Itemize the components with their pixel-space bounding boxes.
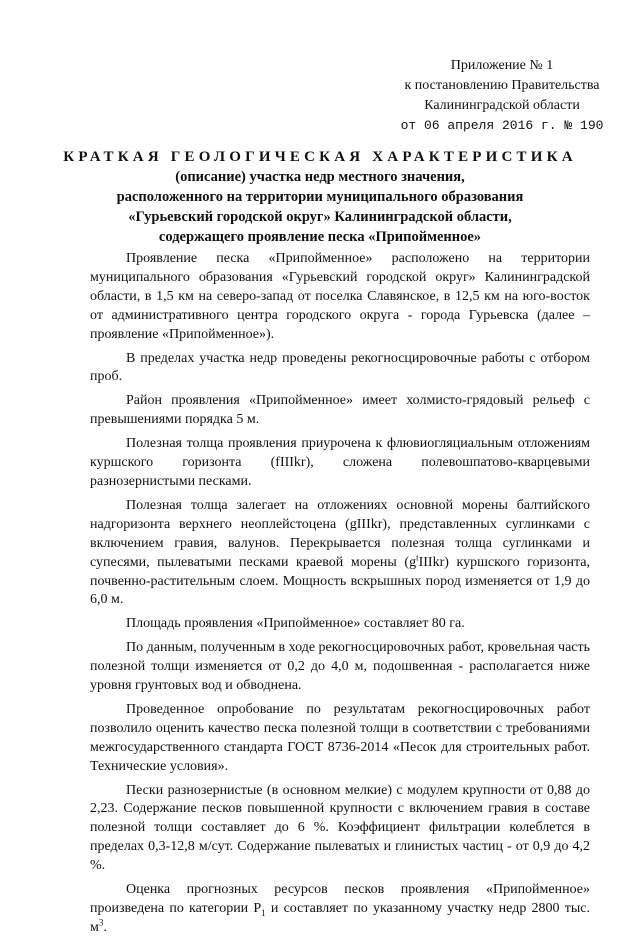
paragraph-10-subscript: 1 [261, 907, 266, 918]
title-line-5: содержащего проявление песка «Припойменное» [158, 229, 482, 245]
document-body [90, 250, 590, 943]
title-line-4: «Гурьевский городской округ» Калининградской области, [128, 209, 512, 225]
paragraph-10-part-b: и составляет по указанному участку недр 2800 тыс. м [90, 901, 590, 935]
paragraph-1: Проявление песка «Припойменное» расположено на территории муниципального образования «Гурьевский городской округ» Калининградской области, в 1,5 км на северо-запад от поселка Славянское, в 12,5 км на юго-восток от административного центра городского округа - города Гурьевска (далее – проявление «Припойменное»). [90, 251, 590, 342]
paragraph-10-part-c: . [103, 919, 107, 935]
paragraph-7: По данным, полученным в ходе рекогносцировочных работ, кровельная часть полезной толщи изменяется от 0,2 до 4,0 м, подошвенная - располагается ниже уровня грунтовых вод и обводнена. [90, 640, 590, 694]
paragraph-5-part-b: IIIkr) куршского горизонта, почвенно-растительным слоем. Мощность вскрышных пород изменяется от 1,9 до 6,0 м. [90, 554, 590, 608]
appendix-line-2: к постановлению Правительства [404, 78, 600, 93]
paragraph-6: Площадь проявления «Припойменное» составляет 80 га. [126, 616, 465, 632]
paragraph-2: В пределах участка недр проведены рекогносцировочные работы с отбором проб. [90, 350, 590, 385]
paragraph-10-superscript: 3 [98, 917, 104, 928]
appendix-header [382, 56, 622, 136]
appendix-line-3: Калининградской области [424, 98, 580, 113]
paragraph-8: Проведенное опробование по результатам рекогносцировочных работ позволило оценить качество песка полезной толщи в соответствии с требованиями межгосударственного стандарта ГОСТ 8736-2014 «Песок для строительных работ. Технические условия». [90, 701, 590, 774]
date-day: 06 [423, 118, 440, 133]
date-number: 190 [580, 118, 604, 133]
paragraph-5-superscript: t [416, 551, 419, 562]
date-prefix: от [400, 118, 424, 133]
paragraph-5 [90, 497, 590, 610]
paragraph-10 [90, 881, 590, 938]
document-title [60, 147, 580, 247]
paragraph-9: Пески разнозернистые (в основном мелкие) с модулем крупности от 0,88 до 2,23. Содержание песков повышенной крупности с включением гравия в составе полезной толщи составляет до 6 %. Коэффициент фильтрации колеблется в пределах 0,3-12,8 м/сут. Содержание пылеватых и глинистых частиц - от 0,9 до 4,2 %. [90, 782, 590, 874]
date-year: 2016 г. № [502, 118, 581, 133]
paragraph-5-part-a: Полезная толща залегает на отложениях основной морены балтийского надгоризонта верхнего неоплейстоцена (gIIIkr), представленных суглинками с включением гравия, валунов. Перекрывается полезная толща суглинками и супесями, пылеватыми песками краевой морены (g [90, 497, 590, 570]
title-line-3: расположенного на территории муниципального образования [116, 189, 524, 205]
paragraph-4: Полезная толща проявления приурочена к флювиогляциальным отложениям куршского горизонта (fIIIkr), сложена полевошпатово-кварцевыми разнозернистыми песками. [90, 436, 590, 489]
paragraph-3: Район проявления «Припойменное» имеет холмисто-грядовый рельеф с превышениями порядка 5 м. [90, 393, 590, 428]
date-month: апреля [439, 118, 502, 133]
paragraph-10-part-a: Оценка прогнозных ресурсов песков проявления «Припойменное» произведена по категории P [90, 882, 590, 916]
appendix-date-line [382, 116, 622, 136]
title-line-2: (описание) участка недр местного значения, [175, 169, 465, 185]
title-line-1: КРАТКАЯ ГЕОЛОГИЧЕСКАЯ ХАРАКТЕРИСТИКА [63, 149, 577, 165]
appendix-line-1: Приложение № 1 [450, 58, 554, 73]
